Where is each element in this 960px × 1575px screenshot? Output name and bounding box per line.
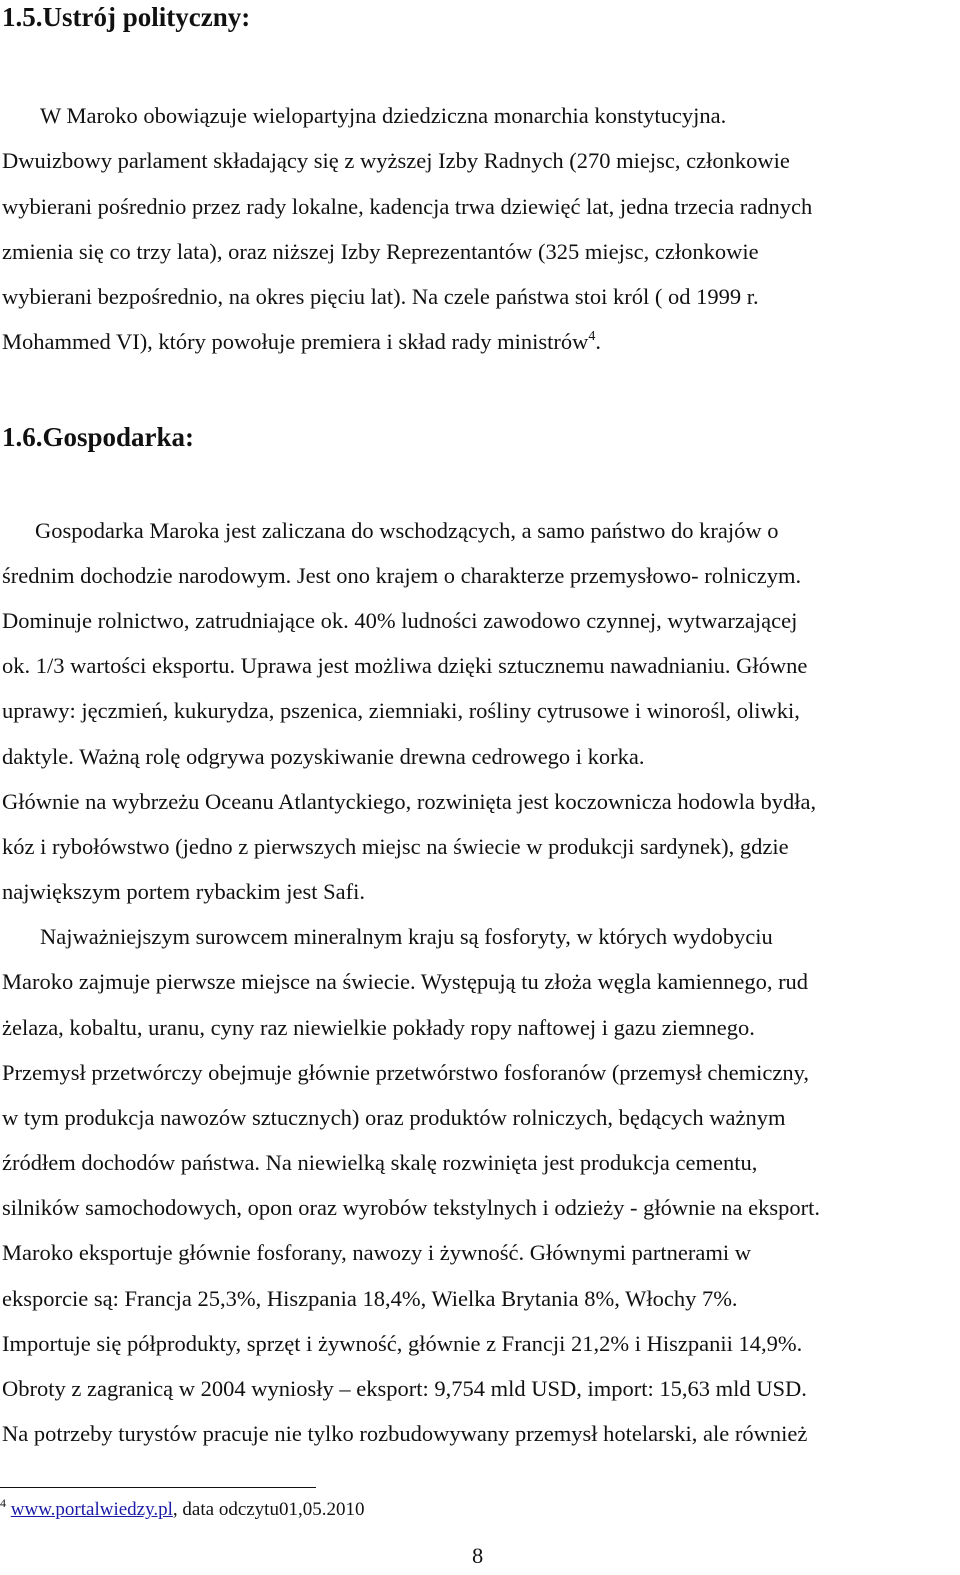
- paragraph-line: wybierani pośrednio przez rady lokalne, kadencja trwa dziewięć lat, jedna trzecia radnych: [2, 194, 813, 219]
- paragraph-line: Dominuje rolnictwo, zatrudniające ok. 40% ludności zawodowo czynnej, wytwarzającej: [2, 608, 798, 633]
- footnote-marker: 4: [0, 1496, 6, 1510]
- paragraph-line: ok. 1/3 wartości eksportu. Uprawa jest możliwa dzięki sztucznemu nawadnianiu. Główne: [2, 653, 808, 678]
- page-number: 8: [472, 1543, 484, 1568]
- paragraph-line: uprawy: jęczmień, kukurydza, pszenica, ziemniaki, rośliny cytrusowe i winorośl, oliwki,: [2, 698, 800, 723]
- paragraph-line: Głównie na wybrzeżu Oceanu Atlantyckiego, rozwinięta jest koczownicza hodowla bydła,: [2, 789, 817, 814]
- footnote-source-link[interactable]: www.portalwiedzy.pl: [10, 1499, 173, 1520]
- paragraph-line: silników samochodowych, opon oraz wyrobów tekstylnych i odzieży - głównie na eksport.: [2, 1195, 820, 1220]
- paragraph-line: Dwuizbowy parlament składający się z wyższej Izby Radnych (270 miejsc, członkowie: [2, 148, 790, 173]
- paragraph-line: daktyle. Ważną rolę odgrywa pozyskiwanie drewna cedrowego i korka.: [2, 744, 645, 769]
- paragraph-line: żelaza, kobaltu, uranu, cyny raz niewielkie pokłady ropy naftowej i gazu ziemnego.: [2, 1015, 755, 1040]
- paragraph-line: w tym produkcja nawozów sztucznych) oraz produktów rolniczych, będących ważnym: [2, 1105, 786, 1130]
- paragraph-line: Przemysł przetwórczy obejmuje głównie przetwórstwo fosforanów (przemysł chemiczny,: [2, 1060, 810, 1085]
- paragraph-line: Maroko zajmuje pierwsze miejsce na świecie. Występują tu złoża węgla kamiennego, rud: [2, 969, 809, 994]
- line-text: Mohammed VI), który powołuje premiera i skład rady ministrów: [2, 329, 589, 354]
- paragraph-line-last: [2, 327, 601, 357]
- paragraph-line: Najważniejszym surowcem mineralnym kraju są fosforyty, w których wydobyciu: [40, 924, 773, 949]
- footnote-reference: 4: [588, 329, 596, 344]
- paragraph-line: kóz i rybołówstwo (jedno z pierwszych miejsc na świecie w produkcji sardynek), gdzie: [2, 834, 789, 859]
- footnote: [0, 1497, 364, 1523]
- paragraph-line: zmienia się co trzy lata), oraz niższej Izby Reprezentantów (325 miejsc, członkowie: [2, 239, 759, 264]
- paragraph-line: Gospodarka Maroka jest zaliczana do wschodzących, a samo państwo do krajów o: [35, 518, 779, 543]
- paragraph-line: największym portem rybackim jest Safi.: [2, 879, 366, 904]
- line-end: .: [595, 329, 601, 354]
- paragraph-line: Maroko eksportuje głównie fosforany, nawozy i żywność. Głównymi partnerami w: [2, 1240, 751, 1265]
- section-heading-gospodarka: 1.6.Gospodarka:: [2, 422, 195, 452]
- paragraph-line: Importuje się półprodukty, sprzęt i żywność, głównie z Francji 21,2% i Hiszpanii 14,9%.: [2, 1331, 803, 1356]
- paragraph-line: Obroty z zagranicą w 2004 wyniosły – eksport: 9,754 mld USD, import: 15,63 mld USD.: [2, 1376, 807, 1401]
- paragraph-line: źródłem dochodów państwa. Na niewielką skalę rozwinięta jest produkcja cementu,: [2, 1150, 758, 1175]
- paragraph-line: średnim dochodzie narodowym. Jest ono krajem o charakterze przemysłowo- rolniczym.: [2, 563, 802, 588]
- paragraph-line: W Maroko obowiązuje wielopartyjna dziedziczna monarchia konstytucyjna.: [40, 103, 727, 128]
- section-heading-ustroj: 1.5.Ustrój polityczny:: [2, 2, 251, 32]
- footnote-date-text: , data odczytu01,05.2010: [172, 1499, 365, 1520]
- footnote-separator: [0, 1487, 316, 1488]
- paragraph-line: wybierani bezpośrednio, na okres pięciu lat). Na czele państwa stoi król ( od 1999 r.: [2, 284, 759, 309]
- paragraph-line: Na potrzeby turystów pracuje nie tylko rozbudowywany przemysł hotelarski, ale również: [2, 1421, 808, 1446]
- paragraph-line: eksporcie są: Francja 25,3%, Hiszpania 18,4%, Wielka Brytania 8%, Włochy 7%.: [2, 1286, 738, 1311]
